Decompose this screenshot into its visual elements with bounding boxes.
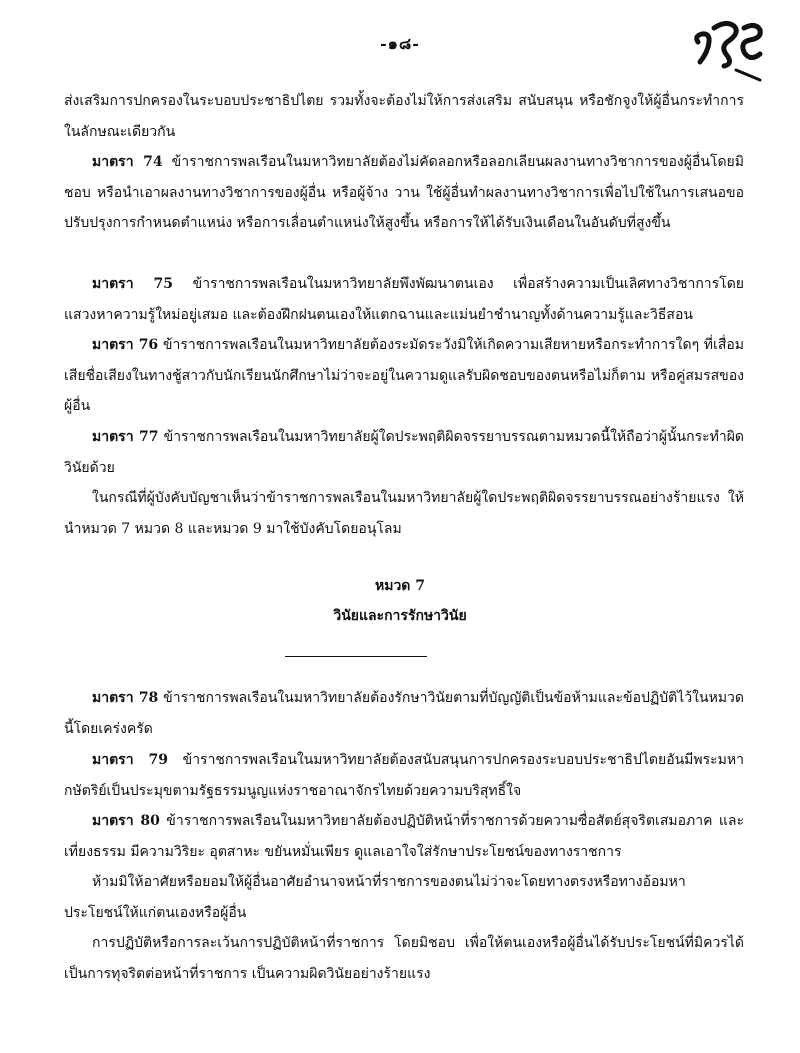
chapter-title: วินัยและการรักษาวินัย: [333, 608, 467, 624]
section-75-text: ข้าราชการพลเรือนในมหาวิทยาลัยพึงพัฒนาตนเอง เพื่อสร้างความเป็นเลิศทางวิชาการโดยแสวงหาความรู้ใหม่อยู่เสมอ และต้องฝึกฝนตนเองให้แตกฉานและแม่นยำชำนาญทั้งด้านความรู้และวิธีสอน: [64, 276, 744, 323]
section-79-paragraph: [64, 745, 744, 806]
intro-block: [64, 86, 744, 147]
section-80: [64, 806, 744, 989]
section-77-label: มาตรา 77: [92, 429, 159, 445]
page-number: -๑๘-: [380, 34, 420, 53]
section-77-text: ข้าราชการพลเรือนในมหาวิทยาลัยผู้ใดประพฤติผิดจรรยาบรรณตามหมวดนี้ให้ถือว่าผู้นั้นกระทำผิดวินัยด้วย: [64, 429, 744, 476]
chapter-divider: [285, 656, 427, 657]
section-74-text: ข้าราชการพลเรือนในมหาวิทยาลัยต้องไม่คัดลอกหรือลอกเลียนผลงานทางวิชาการของผู้อื่นโดยมิชอบ หรือนำเอาผลงานทางวิชาการของผู้อื่น หรือผู้จ้าง วาน ใช้ผู้อื่นทำผลงานทางวิชาการเพื่อไปใช้ในการเสนอขอปรับปรุงการกำหนดตำแหน่ง หรือการเลื่อนตำแหน่งให้สูงขึ้น หรือการให้ได้รับเงินเดือนในอันดับที่สูงขึ้น: [64, 154, 744, 231]
section-79-label: มาตรา 79: [92, 752, 169, 768]
section-76-paragraph: [64, 330, 744, 422]
section-75: [64, 269, 744, 330]
section-75-paragraph: [64, 269, 744, 330]
section-74-paragraph: [64, 147, 744, 239]
chapter-number: หมวด 7: [374, 578, 426, 594]
section-76-label: มาตรา 76: [92, 337, 159, 353]
section-74-label: มาตรา 74: [92, 154, 163, 170]
section-78-text: ข้าราชการพลเรือนในมหาวิทยาลัยต้องรักษาวินัยตามที่บัญญัติเป็นข้อห้ามและข้อปฏิบัติไว้ในหมวดนี้โดยเคร่งครัด: [64, 690, 744, 737]
section-80-paragraph: [64, 806, 744, 867]
section-76: [64, 330, 744, 422]
section-74: [64, 147, 744, 239]
section-79-text: ข้าราชการพลเรือนในมหาวิทยาลัยต้องสนับสนุนการปกครองระบอบประชาธิปไตยอันมีพระมหากษัตริย์เป็นประมุขตามรัฐธรรมนูญแห่งราชอาณาจักรไทยด้วยความบริสุทธิ์ใจ: [64, 752, 744, 799]
section-77-paragraph-2: ในกรณีที่ผู้บังคับบัญชาเห็นว่าข้าราชการพลเรือนในมหาวิทยาลัยผู้ใดประพฤติผิดจรรยาบรรณอย่างร้ายแรง ให้นำหมวด 7 หมวด 8 และหมวด 9 มาใช้บังคับโดยอนุโลม: [64, 490, 744, 537]
section-79: [64, 745, 744, 806]
handwritten-page-mark: [690, 14, 770, 84]
section-80-paragraph-3: การปฏิบัติหรือการละเว้นการปฏิบัติหน้าที่ราชการ โดยมิชอบ เพื่อให้ตนเองหรือผู้อื่นได้รับประโยชน์ที่มิควรได้ เป็นการทุจริตต่อหน้าที่ราชการ เป็นความผิดวินัยอย่างร้ายแรง: [64, 935, 744, 982]
section-77: [64, 422, 744, 544]
section-78: [64, 683, 744, 744]
intro-paragraph: ส่งเสริมการปกครองในระบอบประชาธิปไตย รวมทั้งจะต้องไม่ให้การส่งเสริม สนับสนุน หรือชักจูงให้ผู้อื่นกระทำการในลักษณะเดียวกัน: [64, 93, 744, 140]
section-75-label: มาตรา 75: [92, 276, 174, 292]
section-80-text: ข้าราชการพลเรือนในมหาวิทยาลัยต้องปฏิบัติหน้าที่ราชการด้วยความซื่อสัตย์สุจริตเสมอภาค และเที่ยงธรรม มีความวิริยะ อุตสาหะ ขยันหมั่นเพียร ดูแลเอาใจใส่รักษาประโยชน์ของทางราชการ: [64, 813, 744, 860]
section-77-paragraph: [64, 422, 744, 483]
section-78-label: มาตรา 78: [92, 690, 159, 706]
section-78-paragraph: [64, 683, 744, 744]
section-80-label: มาตรา 80: [92, 813, 160, 829]
section-76-text: ข้าราชการพลเรือนในมหาวิทยาลัยต้องระมัดระวังมิให้เกิดความเสียหายหรือกระทำการใดๆ ที่เสื่อมเสียชื่อเสียงในทางชู้สาวกับนักเรียนนักศึกษาไม่ว่าจะอยู่ในความดูแลรับผิดชอบของตนหรือไม่ก็ตาม หรือคู่สมรสของผู้อื่น: [64, 337, 745, 414]
section-80-paragraph-2: ห้ามมิให้อาศัยหรือยอมให้ผู้อื่นอาศัยอำนาจหน้าที่ราชการของตนไม่ว่าจะโดยทางตรงหรือทางอ้อมหาประโยชน์ให้แก่ตนเองหรือผู้อื่น: [64, 874, 686, 921]
